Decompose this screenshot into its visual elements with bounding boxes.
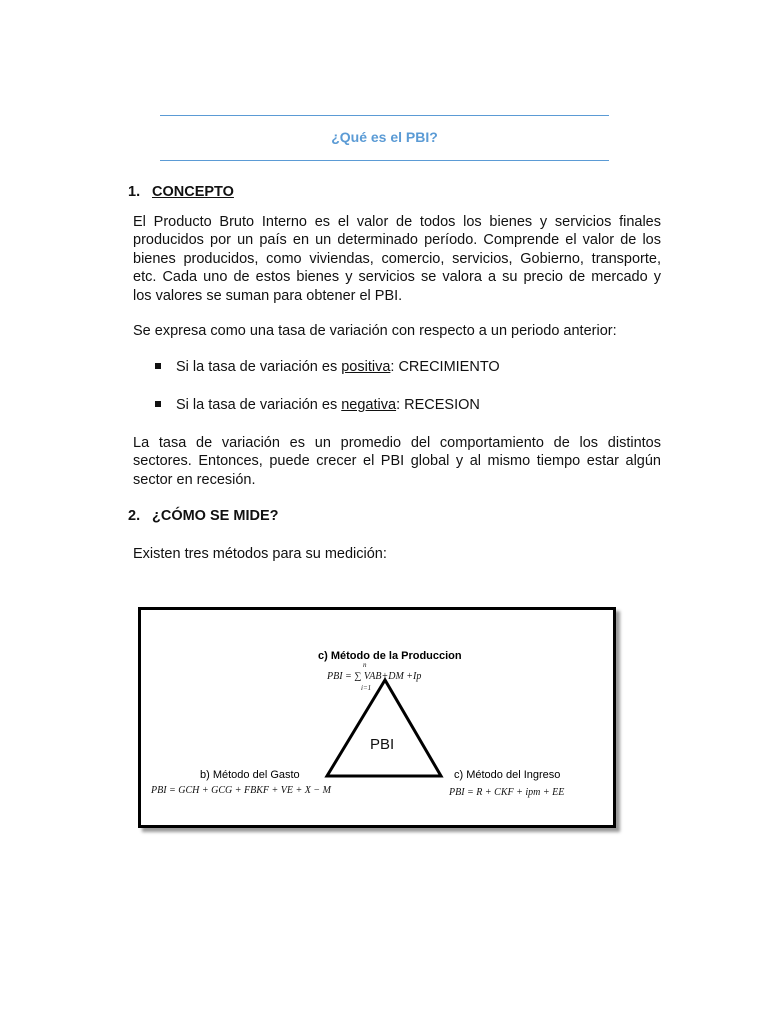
section-number: 1. — [128, 184, 141, 200]
bullet-icon — [155, 401, 161, 407]
expense-method-formula: PBI = GCH + GCG + FBKF + VE + X − M — [151, 785, 331, 796]
sum-lower-limit: i=1 — [361, 684, 372, 692]
bullet-text: Si la tasa de variación es — [176, 397, 342, 413]
bullet-keyword: positiva — [341, 359, 391, 375]
bullet-keyword: negativa — [341, 397, 397, 413]
bullet-icon — [155, 363, 161, 369]
income-method-label: c) Método del Ingreso — [454, 769, 561, 781]
bullet-negative — [155, 397, 480, 413]
section-number: 2. — [128, 508, 141, 524]
bullet-positive — [155, 359, 500, 375]
production-method-label: c) Método de la Produccion — [318, 650, 462, 662]
paragraph-line: etc. Cada uno de estos bienes y servicios se valora a su precio de mercado y — [133, 269, 661, 286]
triangle-center-label: PBI — [370, 736, 395, 753]
paragraph-line: sectores. Entonces, puede crecer el PBI global y al mismo tiempo estar algún — [133, 453, 661, 470]
paragraph-line: bienes producidos, como viviendas, comercio, servicios, Gobierno, transporte, — [133, 250, 661, 267]
production-method-formula: PBI = ∑ VAB+DM +Ip — [327, 671, 422, 682]
title-rule-bottom — [160, 160, 609, 161]
title-rule-top — [160, 115, 609, 116]
paragraph-line: El Producto Bruto Interno es el valor de todos los bienes y servicios finales — [133, 214, 661, 230]
pbi-methods-diagram — [138, 607, 616, 828]
section-title: CONCEPTO — [152, 184, 234, 200]
expense-method-label: b) Método del Gasto — [200, 769, 300, 781]
bullet-text: : RECESION — [396, 397, 480, 413]
paragraph-line: los valores se suman para obtener el PBI. — [133, 287, 403, 304]
concept-paragraph — [133, 213, 661, 305]
bullet-text: Si la tasa de variación es — [176, 359, 342, 375]
variation-intro: Se expresa como una tasa de variación con respecto a un periodo anterior: — [133, 323, 617, 339]
section-heading-concepto — [128, 184, 234, 200]
sum-upper-limit: n — [363, 661, 367, 669]
triangle-shape — [327, 680, 441, 776]
methods-intro: Existen tres métodos para su medición: — [133, 546, 387, 562]
income-method-formula: PBI = R + CKF + ipm + EE — [449, 787, 565, 798]
closing-paragraph — [133, 434, 661, 489]
section-heading-como-se-mide — [128, 508, 278, 524]
section-title: ¿CÓMO SE MIDE? — [152, 508, 279, 524]
paragraph-line: producidos por un país en un determinado período. Comprende el valor de los — [133, 232, 661, 249]
bullet-text: : CRECIMIENTO — [390, 359, 500, 375]
paragraph-line: sector en recesión. — [133, 471, 256, 488]
paragraph-line: La tasa de variación es un promedio del comportamiento de los distintos — [133, 435, 661, 451]
page-title: ¿Qué es el PBI? — [331, 129, 438, 145]
